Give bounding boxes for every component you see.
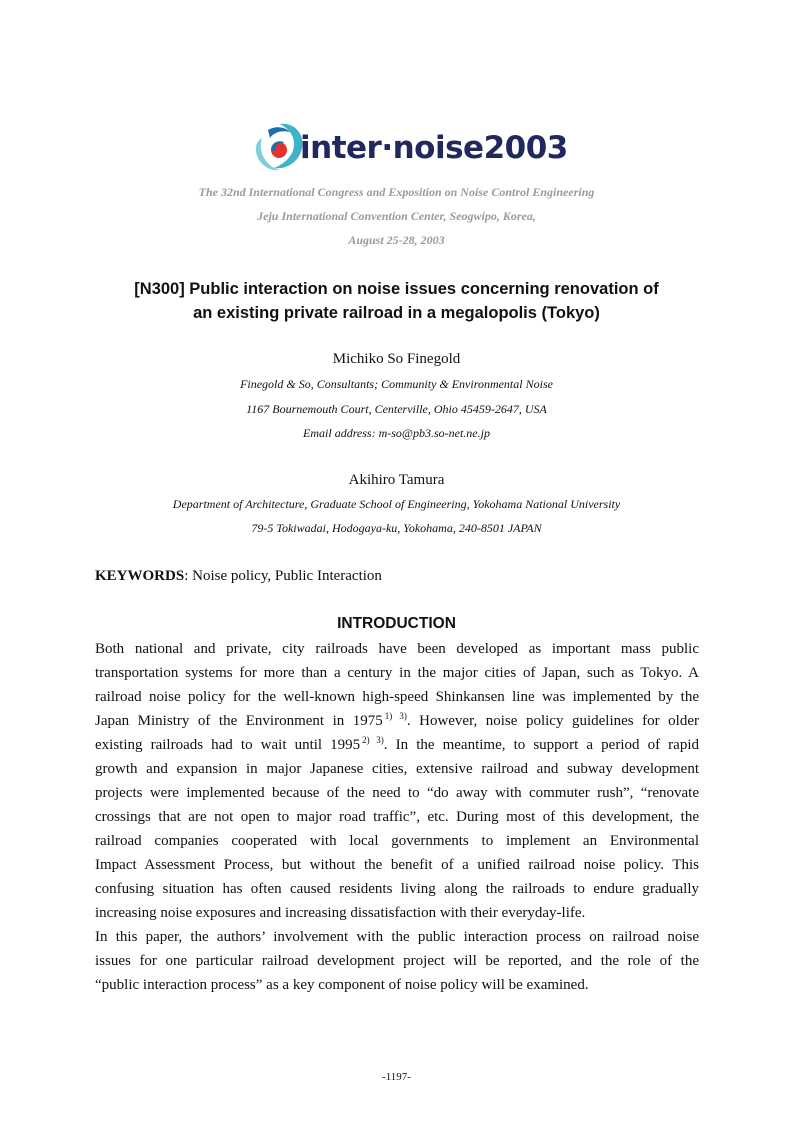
body-text-line: transportation systems for more than a century in the major cities of Japan, such as Tokyo. A xyxy=(95,665,699,681)
inter-noise-logo xyxy=(254,120,568,180)
body-text-line xyxy=(95,709,699,733)
body-text-segment: existing railroads had to wait until 1995 xyxy=(95,737,361,753)
body-text-line: increasing noise exposures and increasing dissatisfaction with their everyday-life. xyxy=(95,905,586,921)
body-text-line: railroad noise policy for the well-known high-speed Shinkansen line was implemented by the xyxy=(95,689,699,705)
body-text-line: In this paper, the authors’ involvement with the public interaction process on railroad noise xyxy=(95,929,699,945)
body-text-line: Both national and private, city railroads have been developed as important mass public xyxy=(95,641,699,657)
author-address: 79-5 Tokiwadai, Hodogaya-ku, Yokohama, 240-8501 JAPAN xyxy=(251,521,542,535)
author-affiliation: Department of Architecture, Graduate School of Engineering, Yokohama National University xyxy=(172,497,621,511)
paper-title-line-2: an existing private railroad in a megalopolis (Tokyo) xyxy=(193,304,600,322)
author-name: Michiko So Finegold xyxy=(332,351,461,367)
body-text-segment: . In the meantime, to support a period of rapid xyxy=(383,737,699,753)
conference-name: The 32nd International Congress and Exposition on Noise Control Engineering xyxy=(198,185,595,199)
body-text-segment: Japan Ministry of the Environment in 1975 xyxy=(95,713,383,729)
body-text-line xyxy=(95,733,699,757)
swirl-logo-icon xyxy=(254,120,306,180)
author-address: 1167 Bournemouth Court, Centerville, Ohio 45459-2647, USA xyxy=(246,402,547,416)
conference-dates: August 25-28, 2003 xyxy=(348,233,445,247)
keywords-text: : Noise policy, Public Interaction xyxy=(184,568,382,584)
keywords xyxy=(95,568,382,585)
page-number: -1197- xyxy=(382,1071,411,1083)
keywords-label: KEYWORDS xyxy=(95,568,185,584)
author-email: Email address: m-so@pb3.so-net.ne.jp xyxy=(303,426,490,440)
logo-wordmark: inter·noise2003 xyxy=(300,130,568,166)
body-text-line: “public interaction process” as a key component of noise policy will be examined. xyxy=(95,977,589,993)
body-text-line: railroad companies cooperated with local governments to implement an Environmental xyxy=(95,833,699,849)
body-text-line: crossings that are not open to major road traffic”, etc. During most of this development, the xyxy=(95,809,699,825)
body-text-line: confusing situation has often caused residents living along the railroads to endure gradually xyxy=(95,881,699,897)
section-heading: INTRODUCTION xyxy=(337,615,456,632)
citation-superscript: 1) 3) xyxy=(384,711,407,721)
paper-title-line-1: [N300] Public interaction on noise issues concerning renovation of xyxy=(134,280,659,298)
body-text-line: projects were implemented because of the need to “do away with commuter rush”, “renovate xyxy=(95,785,699,801)
author-affiliation: Finegold & So, Consultants; Community & Environmental Noise xyxy=(240,377,553,391)
body-text-line: growth and expansion in major Japanese cities, extensive railroad and subway development xyxy=(95,761,699,777)
body-text-line: issues for one particular railroad development project will be reported, and the role of the xyxy=(95,953,699,969)
body-text-line: Impact Assessment Process, but without the benefit of a unified railroad noise policy. This xyxy=(95,857,699,873)
author-name: Akihiro Tamura xyxy=(348,472,445,488)
citation-superscript: 2) 3) xyxy=(362,735,384,745)
body-text-segment: . However, noise policy guidelines for older xyxy=(406,713,699,729)
conference-venue: Jeju International Convention Center, Seogwipo, Korea, xyxy=(257,209,536,223)
